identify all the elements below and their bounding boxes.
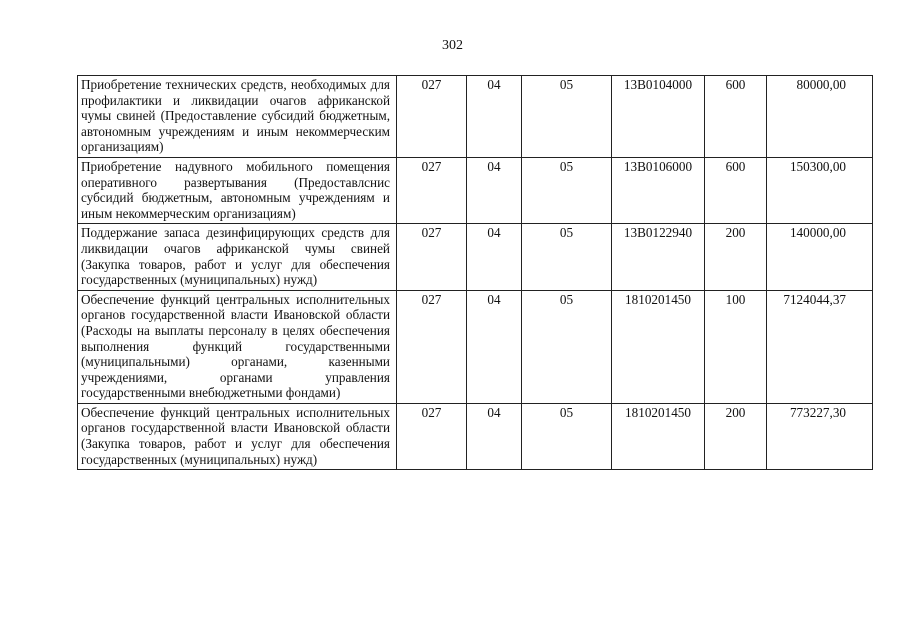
row-expense-type: 600 [705, 76, 767, 158]
row-description: Поддержание запаса дезинфицирующих средств для ликвидации очагов африканской чумы свиней (Закупка товаров, работ и услуг для обеспечения государственных (муниципальных) нужд) [78, 224, 397, 290]
page-number: 302 [442, 38, 463, 53]
row-amount: 773227,30 [767, 403, 873, 469]
table-row [78, 224, 873, 290]
row-target-article: 13В0122940 [612, 224, 705, 290]
row-description: Приобретение надувного мобильного помещения оперативного развертывания (Предоставлснис субсидий бюджетным, автономным учреждениям и иным некоммерческим организациям) [78, 157, 397, 223]
row-target-article: 13В0106000 [612, 157, 705, 223]
row-section-code: 04 [467, 76, 522, 158]
row-section-code: 04 [467, 403, 522, 469]
row-grbs-code: 027 [397, 224, 467, 290]
row-subsection-code: 05 [522, 76, 612, 158]
row-amount: 80000,00 [767, 76, 873, 158]
row-section-code: 04 [467, 157, 522, 223]
row-expense-type: 600 [705, 157, 767, 223]
table-row [78, 403, 873, 469]
row-amount: 150300,00 [767, 157, 873, 223]
row-target-article: 1810201450 [612, 403, 705, 469]
table-row [78, 157, 873, 223]
row-grbs-code: 027 [397, 403, 467, 469]
row-section-code: 04 [467, 290, 522, 403]
row-expense-type: 100 [705, 290, 767, 403]
row-target-article: 13В0104000 [612, 76, 705, 158]
budget-table [77, 75, 873, 470]
row-expense-type: 200 [705, 224, 767, 290]
row-expense-type: 200 [705, 403, 767, 469]
row-description: Приобретение технических средств, необходимых для профилактики и ликвидации очагов африканской чумы свиней (Предоставление субсидий бюджетным, автономным учреждениям и иным некоммерческим организациям) [78, 76, 397, 158]
row-subsection-code: 05 [522, 290, 612, 403]
row-amount: 7124044,37 [767, 290, 873, 403]
table-row [78, 290, 873, 403]
row-target-article: 1810201450 [612, 290, 705, 403]
row-description: Обеспечение функций центральных исполнительных органов государственной власти Ивановской области (Закупка товаров, работ и услуг для обеспечения государственных (муниципальных) нужд) [78, 403, 397, 469]
row-grbs-code: 027 [397, 76, 467, 158]
row-subsection-code: 05 [522, 224, 612, 290]
row-amount: 140000,00 [767, 224, 873, 290]
row-section-code: 04 [467, 224, 522, 290]
row-grbs-code: 027 [397, 157, 467, 223]
table-row [78, 76, 873, 158]
row-subsection-code: 05 [522, 157, 612, 223]
row-subsection-code: 05 [522, 403, 612, 469]
row-grbs-code: 027 [397, 290, 467, 403]
row-description: Обеспечение функций центральных исполнительных органов государственной власти Ивановской области (Расходы на выплаты персоналу в целях обеспечения выполнения функций государственными (муниципальными) органами, казенными учреждениями, органами управления государственными внебюджетными фондами) [78, 290, 397, 403]
